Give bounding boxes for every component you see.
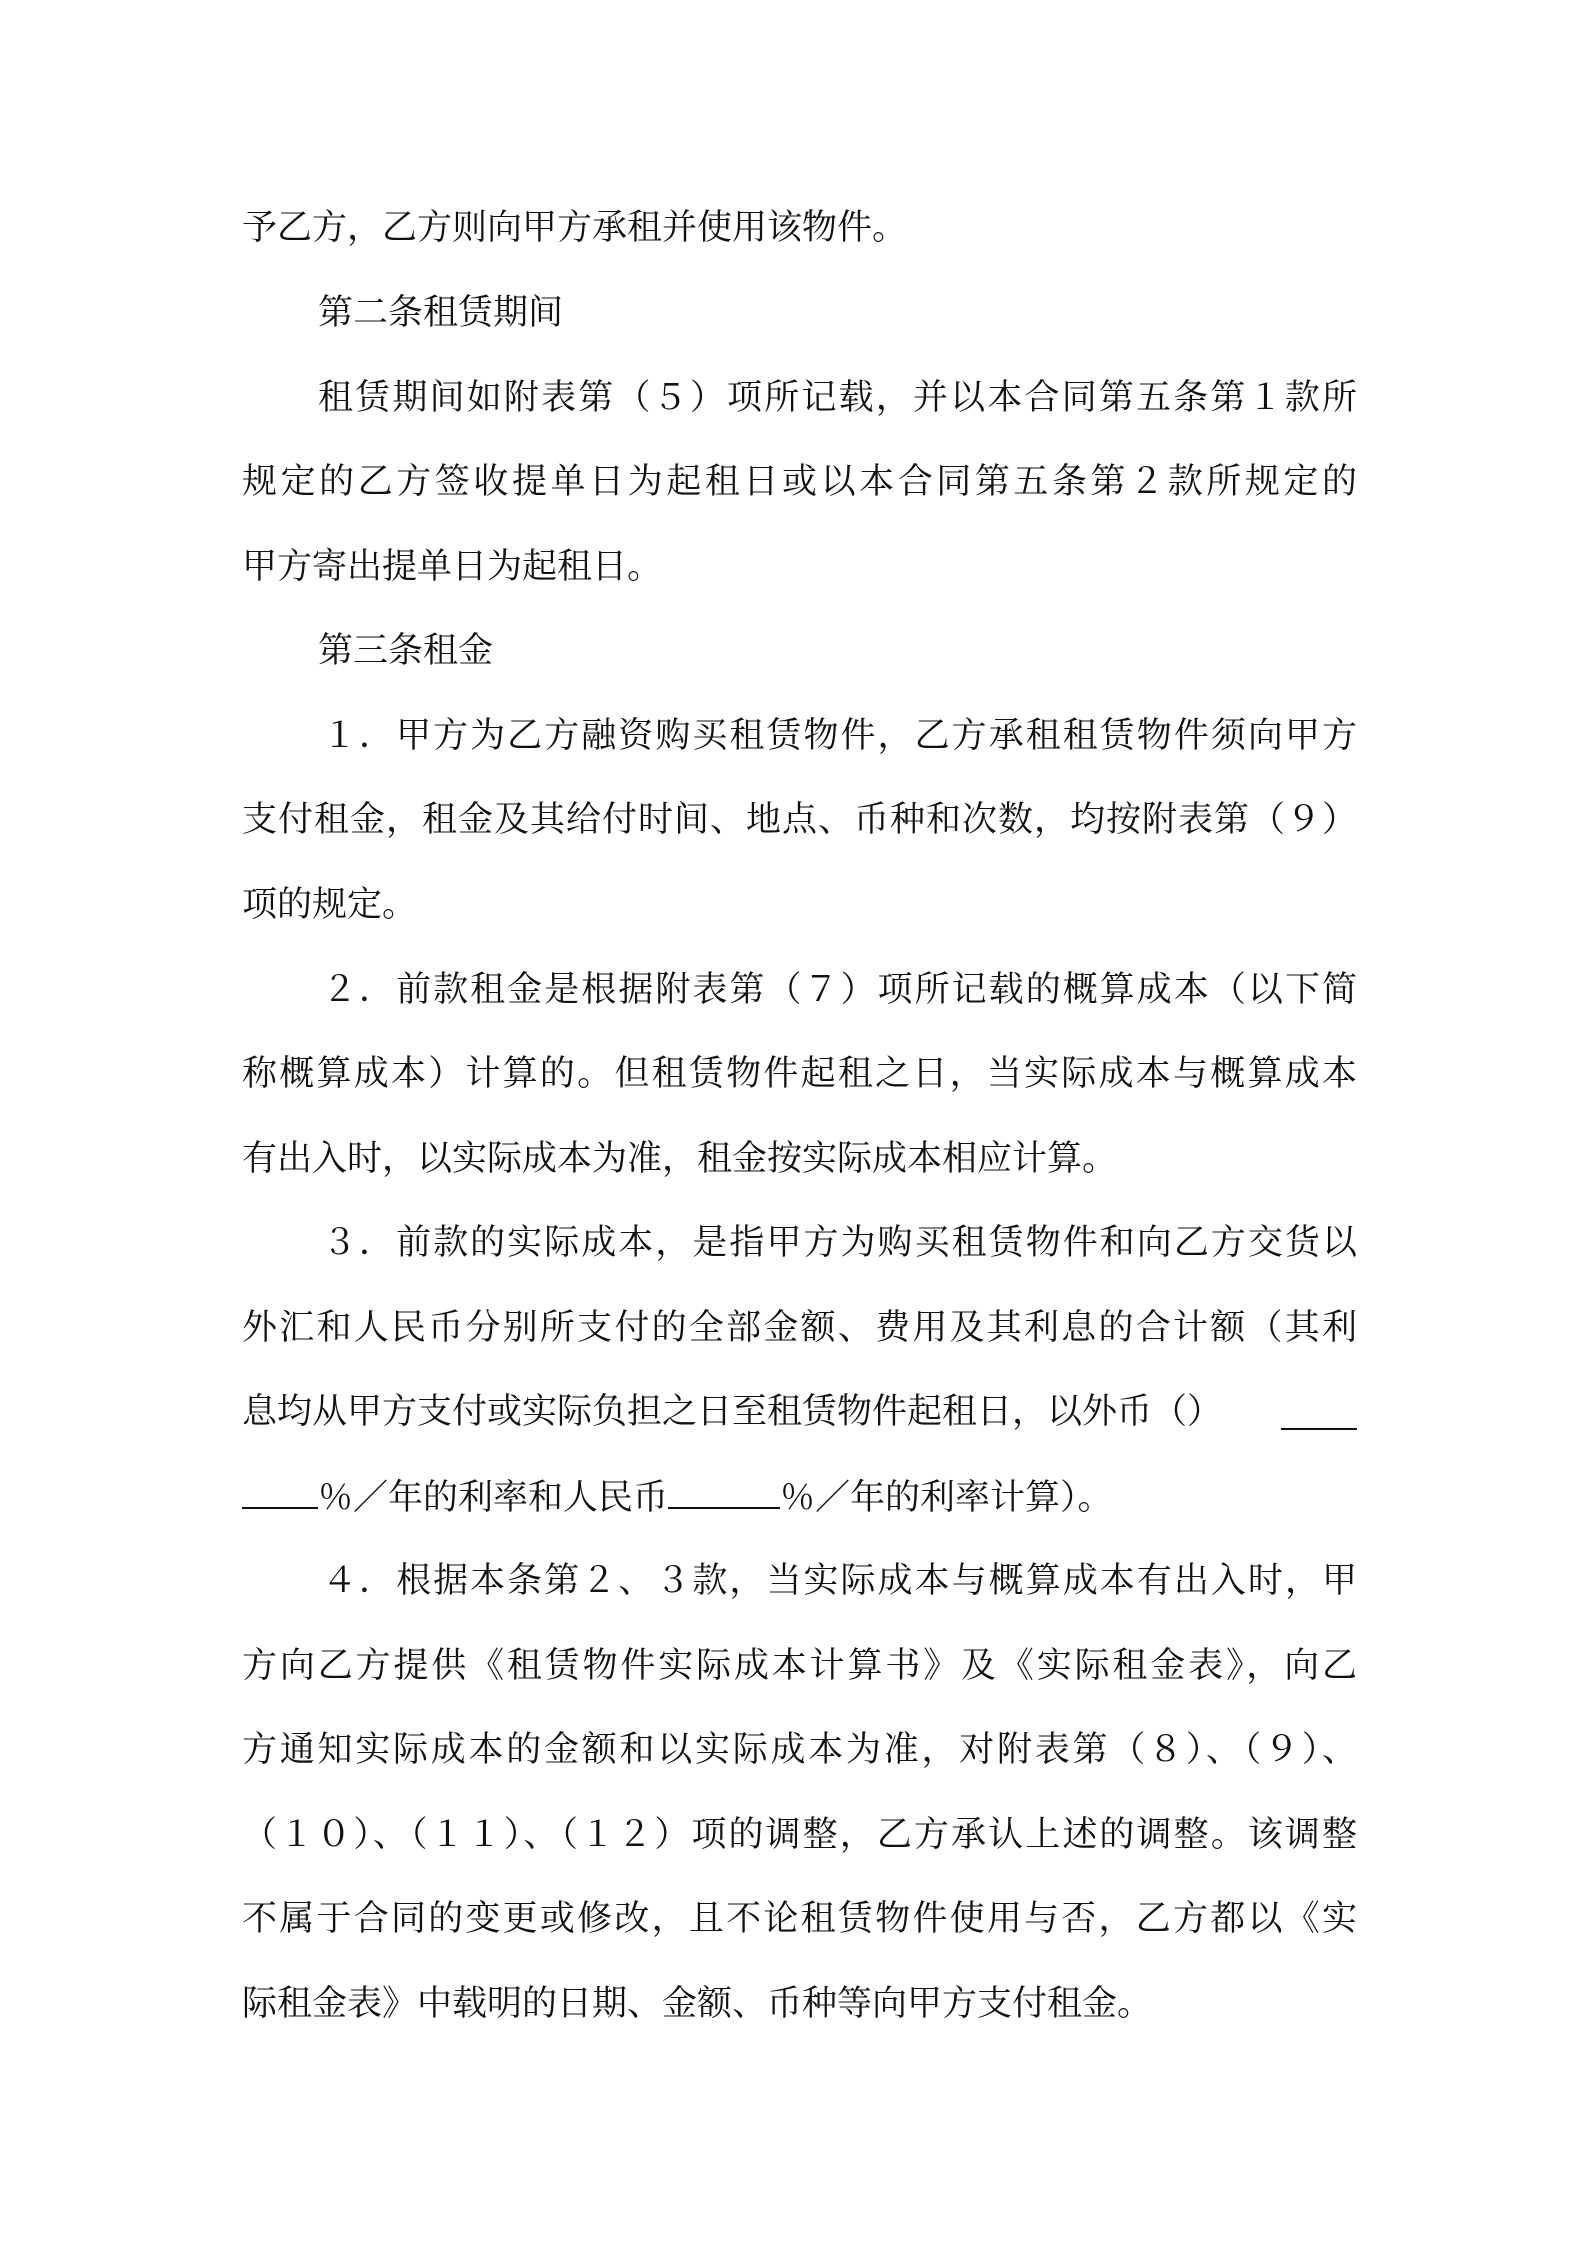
fill-in-blank [668, 1467, 780, 1509]
text-line: 有出入时，以实际成本为准，租金按实际成本相应计算。 [242, 1139, 1118, 1179]
text-line: 方向乙方提供《租赁物件实际成本计算书》及《实际租金表》，向乙 [242, 1646, 1357, 1686]
text-line: 支付租金，租金及其给付时间、地点、币种和次数，均按附表第（９） [242, 800, 1357, 840]
text-line: 甲方寄出提单日为起租日。 [242, 547, 663, 587]
fill-in-blank [1281, 1388, 1357, 1430]
article-heading: 第三条租金 [318, 631, 494, 671]
text-line: 外汇和人民币分别所支付的全部金额、费用及其利息的合计额（其利 [242, 1308, 1357, 1348]
text-segment: ％／年的利率计算）。 [780, 1478, 1113, 1518]
text-line: 租赁期间如附表第（５）项所记载，并以本合同第五条第１款所 [318, 378, 1357, 418]
text-segment: 息均从甲方支付或实际负担之日至租赁物件起租日，以外币（） [242, 1392, 1223, 1432]
text-line: 际租金表》中载明的日期、金额、币种等向甲方支付租金。 [242, 1984, 1153, 2024]
text-line: 方通知实际成本的金额和以实际成本为准，对附表第（８）、（９）、 [242, 1730, 1357, 1770]
text-line: １．甲方为乙方融资购买租赁物件，乙方承租租赁物件须向甲方 [322, 716, 1357, 756]
text-segment: ％／年的利率和人民币 [318, 1478, 669, 1518]
text-line-with-blank [242, 1467, 1357, 1527]
text-line: 称概算成本）计算的。但租赁物件起租之日，当实际成本与概算成本 [242, 1054, 1357, 1094]
text-line: ２．前款租金是根据附表第（７）项所记载的概算成本（以下简 [322, 970, 1357, 1010]
text-line: ３．前款的实际成本，是指甲方为购买租赁物件和向乙方交货以 [322, 1223, 1357, 1263]
text-line: ４．根据本条第２、３款，当实际成本与概算成本有出入时，甲 [322, 1561, 1357, 1601]
text-line: 予乙方，乙方则向甲方承租并使用该物件。 [242, 208, 908, 248]
text-line: 规定的乙方签收提单日为起租日或以本合同第五条第２款所规定的 [242, 462, 1357, 502]
text-line-with-blank [242, 1382, 1357, 1442]
article-heading: 第二条租赁期间 [318, 293, 564, 333]
text-line: 项的规定。 [242, 885, 418, 925]
text-line: （１０）、（１１）、（１２）项的调整，乙方承认上述的调整。该调整 [242, 1815, 1357, 1855]
fill-in-blank [242, 1467, 318, 1509]
text-line: 不属于合同的变更或修改，且不论租赁物件使用与否，乙方都以《实 [242, 1899, 1357, 1939]
